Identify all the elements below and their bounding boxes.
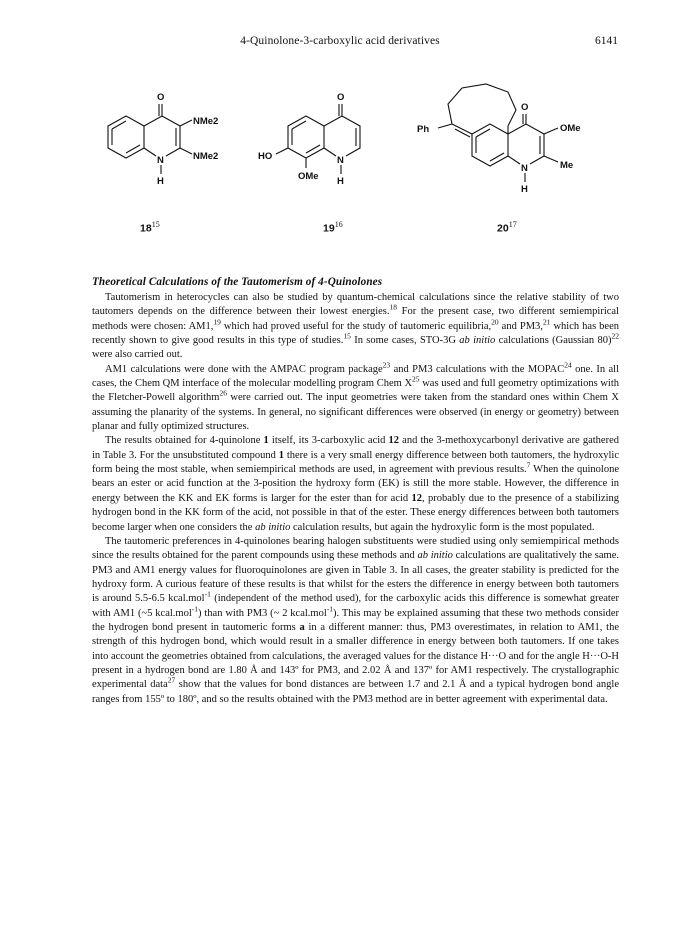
oxygen-label: O [157, 92, 165, 103]
bond-20 [544, 156, 558, 162]
pyridone-ring-19 [324, 116, 360, 156]
pyridone-ring-20 [508, 124, 544, 164]
methyl-label: Me [560, 160, 574, 171]
body-text [92, 291, 619, 707]
benzo-ring-20 [472, 124, 508, 166]
bond-18 [180, 120, 192, 126]
bond-19 [324, 148, 336, 156]
reference-superscript: 17 [508, 220, 517, 229]
running-title: 4-Quinolone-3-carboxylic acid derivatives [240, 35, 440, 47]
bond-19 [276, 148, 288, 154]
bond-20 [455, 129, 470, 137]
benzo-ring-18 [108, 116, 144, 158]
bond-18 [180, 148, 192, 154]
nitrogen-label: N [521, 163, 528, 174]
paragraph-4: The tautomeric preferences in 4-quinolones bearing halogen substituents were studied using only semiempirical methods since the results obtained for the parent compounds using these methods and ab initio calculations are qualitatively the same. PM3 and AM1 energy values for fluoroquinolones are given in Table 3. In all cases, the greater stability is predicted for the hydroxy form. A curious feature of these results is that whilst for the esters the difference in energy between both tautomers is around 5.5-6.5 kcal.mol$^{-1}$ (independent of the method used), for the carboxylic acids this difference is somewhat greater with AM1 (~5 kcal.mol$^{-1}$) than with PM3 (~ 2 kcal.mol$^{-1}$). This may be explained assuming that these two methods consider the hydrogen bond present in tautomeric forms a in a different manner: thus, PM3 overestimates, in relation to AM1, the strength of this hydrogen bond, which would result in a smaller difference in energy between both tautomers. If one takes into account the geometries obtained from calculations, the averaged values for the distance H···O and for the angle H···O-H present in a hydrogen bond are 1.80 Å and 143º for PM3, and 2.02 Å and 137º for AM1 respectively. The crystallographic experimental data$^{27}$ show that the values for bond distances are between 1.7 and 2.1 Å and a typical hydrogen bond angle ranges from 155º to 180º, and so the results obtained with the PM3 method are in better agreement with experimental data. [92, 535, 619, 705]
nitrogen-label: N [337, 155, 344, 166]
cycloheptene-ring [448, 84, 516, 126]
chemical-structures-figure [0, 70, 680, 255]
hydroxy-label: HO [258, 151, 273, 162]
bond-20 [438, 124, 452, 128]
pyridone-ring-18 [144, 116, 180, 156]
substituent-label: NMe2 [193, 116, 219, 127]
substituent-label: NMe2 [193, 151, 219, 162]
compound-number: 20 [497, 222, 509, 235]
bond-18 [144, 148, 156, 156]
oxygen-label: O [521, 102, 529, 113]
bond-20 [544, 128, 558, 134]
paragraph-3: The results obtained for 4-quinolone 1 itself, its 3-carboxylic acid 12 and the 3-methoxycarbonyl derivative are gathered in Table 3. For the unsubstituted compound 1 there is a very small energy difference between both tautomers, the hydroxylic form being the most stable, when semiempirical methods are used, in agreement with previous results.$^7$ When the quinolone bears an ester or acid function at the 3-position the hydroxy form (EK) is still the more stable. However, the difference in energy between the KK and EK forms is larger for the ester than for acid 12, probably due to the presence of a stabilizing hydrogen bond in the KK form of the acid, not possible in that of the ester. These energy differences between both tautomers become larger when one considers the ab initio calculation results, but again the hydroxylic form is the most populated. [92, 435, 619, 533]
section-heading: Theoretical Calculations of the Tautomerism of 4-Quinolones [92, 276, 383, 288]
compound-number: 18 [140, 222, 152, 235]
compound-label-18 [140, 220, 160, 235]
compound-label-20 [497, 220, 517, 235]
structure-20 [417, 84, 581, 195]
reference-superscript: 16 [334, 220, 343, 229]
phenyl-label: Ph [417, 124, 430, 135]
paragraph-1: Tautomerism in heterocycles can also be studied by quantum-chemical calculations since the relative stability of two tautomers depends on the difference between their lowest energies.$^{18}$ For the present case, two different semiempirical methods were chosen: AM1,19 which had proved useful for the study of tautomeric equilibria,$^{20}$ and PM3,21 which has been recently shown to give good results in this type of studies.$^{15}$ In some cases, STO-3G ab initio calculations (Gaussian 80)$^{22}$ were also carried out. [92, 292, 620, 361]
hydrogen-label: H [157, 176, 164, 187]
reference-superscript: 15 [151, 220, 160, 229]
methoxy-label: OMe [298, 171, 319, 182]
benzo-ring-19 [288, 116, 324, 158]
oxygen-label: O [337, 92, 345, 103]
hydrogen-label: H [337, 176, 344, 187]
bond-20 [508, 156, 520, 164]
paragraph-2: AM1 calculations were done with the AMPAC program package$^{23}$ and PM3 calculations with the MOPAC$^{24}$ one. In all cases, the Chem QM interface of the molecular modelling program Chem $X^{25}$ was used and full geometry optimizations with the Fletcher-Powell algorithm$^{26}$ were carried out. The input geometries were taken from the standard ones within Chem X assuming the planarity of the systems. In general, no significant differences were observed (in energy or geometry) between planar and fully optimized structures. [92, 360, 620, 433]
structure-18 [108, 92, 218, 187]
compound-number: 19 [323, 222, 335, 235]
structure-19 [258, 92, 360, 187]
hydrogen-label: H [521, 184, 528, 195]
compound-label-19 [323, 220, 343, 235]
nitrogen-label: N [157, 155, 164, 166]
methoxy-label: OMe [560, 123, 581, 134]
page-number: 6141 [595, 35, 618, 47]
